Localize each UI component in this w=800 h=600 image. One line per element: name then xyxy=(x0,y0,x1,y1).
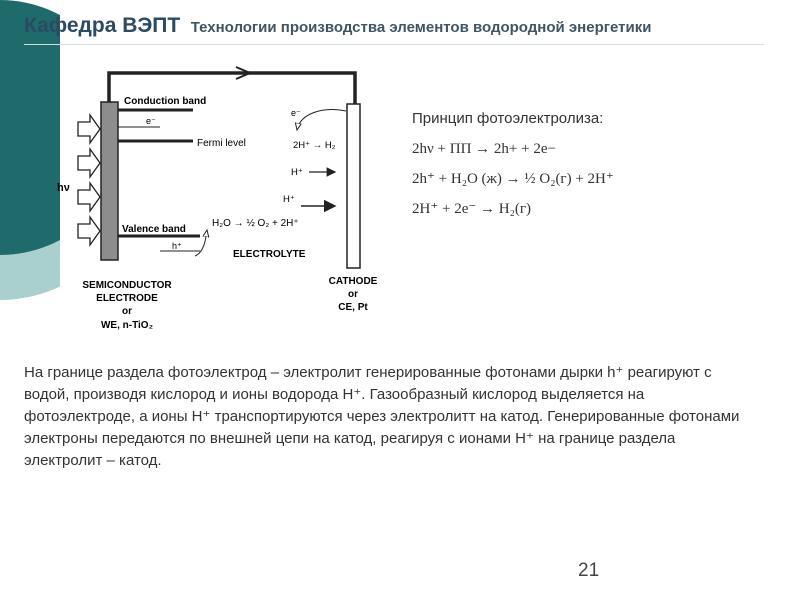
equation-2: 2h⁺ + H₂O (ж) → ½ O₂(г) + 2H⁺ xyxy=(412,171,614,187)
photon-arrow-4 xyxy=(78,217,100,245)
electron-label: e⁻ xyxy=(146,116,156,126)
equation-1: 2hν + ПП → 2h+ + 2e− xyxy=(412,141,556,157)
cathode-electrode xyxy=(347,104,360,268)
fermi-level-label: Fermi level xyxy=(197,138,246,149)
proton-label-2: H⁺ xyxy=(283,194,295,205)
proton-label-1: H⁺ xyxy=(291,167,303,178)
photon-arrow-1 xyxy=(78,115,100,143)
cathode-caption-line-1: CATHODE xyxy=(328,276,378,287)
conduction-band-label: Conduction band xyxy=(124,96,207,107)
semiconductor-caption-line-2: ELECTRODE xyxy=(96,293,158,304)
department-title: Кафедра ВЭПТ xyxy=(24,14,181,37)
anode-reaction: H₂O → ½ O₂ + 2H⁺ xyxy=(212,218,299,229)
electrolyte-label: ELECTROLYTE xyxy=(233,249,306,260)
page-number: 21 xyxy=(578,560,600,581)
electron-transfer-arrow xyxy=(297,110,346,130)
hole-label: h⁺ xyxy=(172,241,182,251)
photon-energy-label: hν xyxy=(57,182,70,194)
photon-arrows xyxy=(78,115,100,245)
semiconductor-caption-line-3: or xyxy=(122,306,132,317)
principle-title: Принцип фотоэлектролиза: xyxy=(412,110,604,127)
cathode-electron-label: e⁻ xyxy=(291,108,301,118)
photon-arrow-3 xyxy=(78,183,100,211)
equation-3: 2H⁺ + 2e⁻ → H₂(г) xyxy=(412,201,531,217)
hole-transfer-arrow xyxy=(195,230,207,256)
semiconductor-caption-line-4: WE, n-TiO₂ xyxy=(100,320,154,331)
course-title: Технологии производства элементов водородной энергетики xyxy=(190,19,652,36)
cathode-caption-line-3: CE, Pt xyxy=(338,302,368,313)
explanation-paragraph: На границе раздела фотоэлектрод – электролит генерированные фотонами дырки h⁺ реагируют с водой, производя кислород и ионы водорода H⁺. Газообразный кислород выделяется на фотоэлектроде, а ионы H⁺ транспортируются через электролитт на катод. Генерированные фотонами электроны передаются по внешней цепи на катод, реагируя с ионами H⁺ на границе раздела электролит – катод. xyxy=(24,364,740,469)
photoelectrolysis-principle xyxy=(412,110,614,229)
valence-band-label: Valence band xyxy=(122,224,186,235)
cathode-caption-line-2: or xyxy=(348,289,358,300)
semiconductor-caption-line-1: SEMICONDUCTOR xyxy=(82,280,172,291)
cathode-caption xyxy=(329,276,378,313)
cathode-reaction: 2H⁺ → H₂ xyxy=(293,140,336,151)
semiconductor-caption xyxy=(82,280,172,331)
photon-arrow-2 xyxy=(78,149,100,177)
semiconductor-electrode xyxy=(101,102,118,260)
